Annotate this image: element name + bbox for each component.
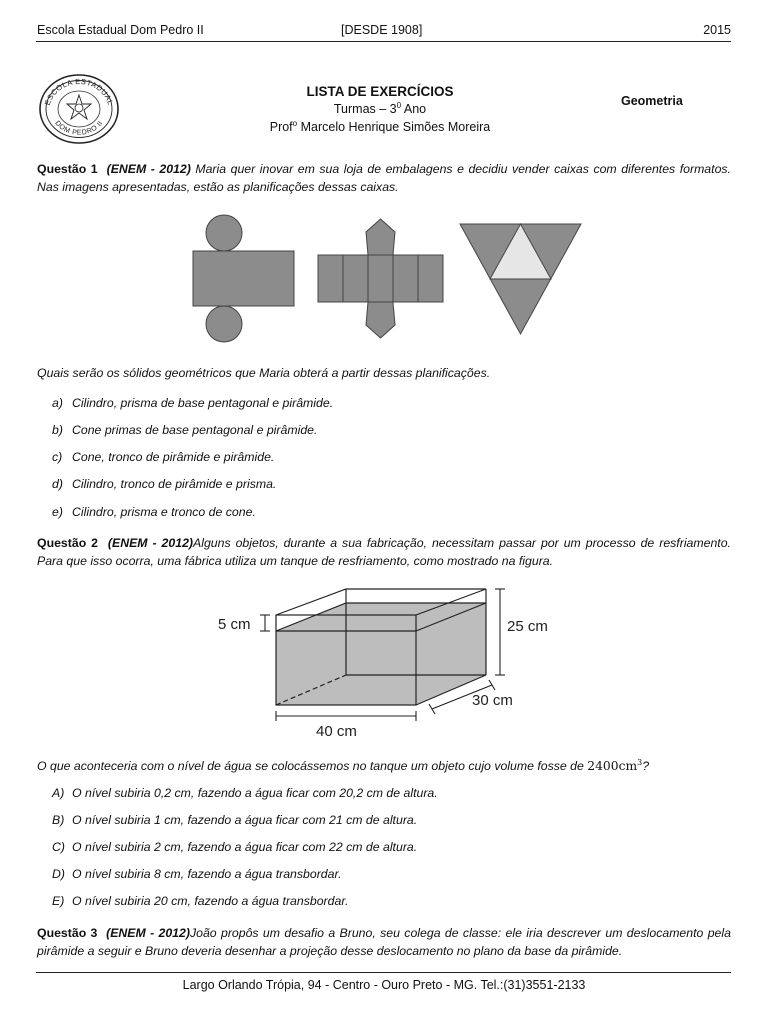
q3-statement: Questão 3 (ENEM - 2012)João propôs um desafio a Bruno, seu colega de classe: ele iria descrever um deslocamento pela pirâmide a seguir e Bruno deveria desenhar a projeção desse deslocamento no plano da base da pirâmide. bbox=[37, 926, 731, 958]
q1-statement: Questão 1 (ENEM - 2012) Maria quer inovar em sua loja de embalagens e decidiu vender caixas com diferentes formatos. Nas imagens apresentadas, estão as planificações dessas caixas. bbox=[37, 162, 731, 194]
q2-option-a: A) O nível subiria 0,2 cm, fazendo a água ficar com 20,2 cm de altura. bbox=[52, 786, 438, 800]
q2-tank-figure bbox=[210, 585, 548, 745]
q2-statement: Questão 2 (ENEM - 2012)Alguns objetos, durante a sua fabricação, necessitam passar por um processo de resfriamento. Para que isso ocorra, uma fábrica utiliza um tanque de resfriamento, como mostrado na figura. bbox=[37, 536, 731, 568]
cylinder-lateral-rect bbox=[193, 251, 294, 306]
q1-option-c: c) Cone, tronco de pirâmide e pirâmide. bbox=[52, 450, 275, 464]
svg-text:ESCOLA ESTADUAL bbox=[43, 77, 115, 106]
header-rule bbox=[36, 41, 731, 42]
q2-question: O que aconteceria com o nível de água se colocássemos no tanque um objeto cujo volume fosse de $2400cm^3$? bbox=[37, 758, 650, 774]
header-since: [DESDE 1908] bbox=[341, 23, 423, 37]
classes-line: Turmas – $3^0$ Ano bbox=[333, 101, 427, 117]
q1-nets-figure bbox=[190, 214, 585, 344]
q1-question: Quais serão os sólidos geométricos que Maria obterá a partir dessas planificações. bbox=[37, 366, 491, 380]
cylinder-top-circle bbox=[206, 215, 242, 251]
cylinder-bottom-circle bbox=[206, 306, 242, 342]
teacher-line: Prof$^o$ Marcelo Henrique Simões Moreira bbox=[269, 119, 491, 135]
q1-option-b: b) Cone primas de base pentagonal e pirâmide. bbox=[52, 423, 318, 437]
q1-option-a: a) Cilindro, prisma de base pentagonal e pirâmide. bbox=[52, 396, 334, 410]
q2-option-d: D) O nível subiria 8 cm, fazendo a água transbordar. bbox=[52, 867, 342, 881]
header-school: Escola Estadual Dom Pedro II bbox=[37, 23, 204, 37]
pentagonal-prism-net bbox=[318, 219, 443, 338]
svg-text:DOM PEDRO II bbox=[53, 120, 104, 137]
pyramid-net bbox=[460, 224, 581, 334]
subject-label: Geometria bbox=[621, 94, 683, 108]
dimension-25cm: 25 cm bbox=[507, 618, 548, 635]
q2-option-e: E) O nível subiria 20 cm, fazendo a água transbordar. bbox=[52, 894, 349, 908]
dimension-40cm: 40 cm bbox=[316, 723, 357, 740]
footer-rule bbox=[36, 972, 731, 973]
header-year: 2015 bbox=[703, 23, 731, 37]
seal-text-top: ESCOLA ESTADUAL bbox=[42, 76, 116, 107]
dimension-30cm: 30 cm bbox=[472, 692, 513, 709]
q1-option-e: e) Cilindro, prisma e tronco de cone. bbox=[52, 505, 256, 519]
school-seal-logo bbox=[38, 73, 120, 145]
seal-text-bottom: DOM PEDRO II bbox=[53, 119, 105, 137]
q1-option-d: d) Cilindro, tronco de pirâmide e prisma. bbox=[52, 477, 277, 491]
q2-option-c: C) O nível subiria 2 cm, fazendo a água ficar com 22 cm de altura. bbox=[52, 840, 418, 854]
list-title: LISTA DE EXERCÍCIOS bbox=[306, 84, 454, 99]
footer-address: Largo Orlando Trópia, 94 - Centro - Ouro Preto - MG. Tel.:(31)3551-2133 bbox=[182, 978, 586, 992]
dimension-5cm: 5 cm bbox=[218, 616, 251, 633]
q2-option-b: B) O nível subiria 1 cm, fazendo a água ficar com 21 cm de altura. bbox=[52, 813, 418, 827]
